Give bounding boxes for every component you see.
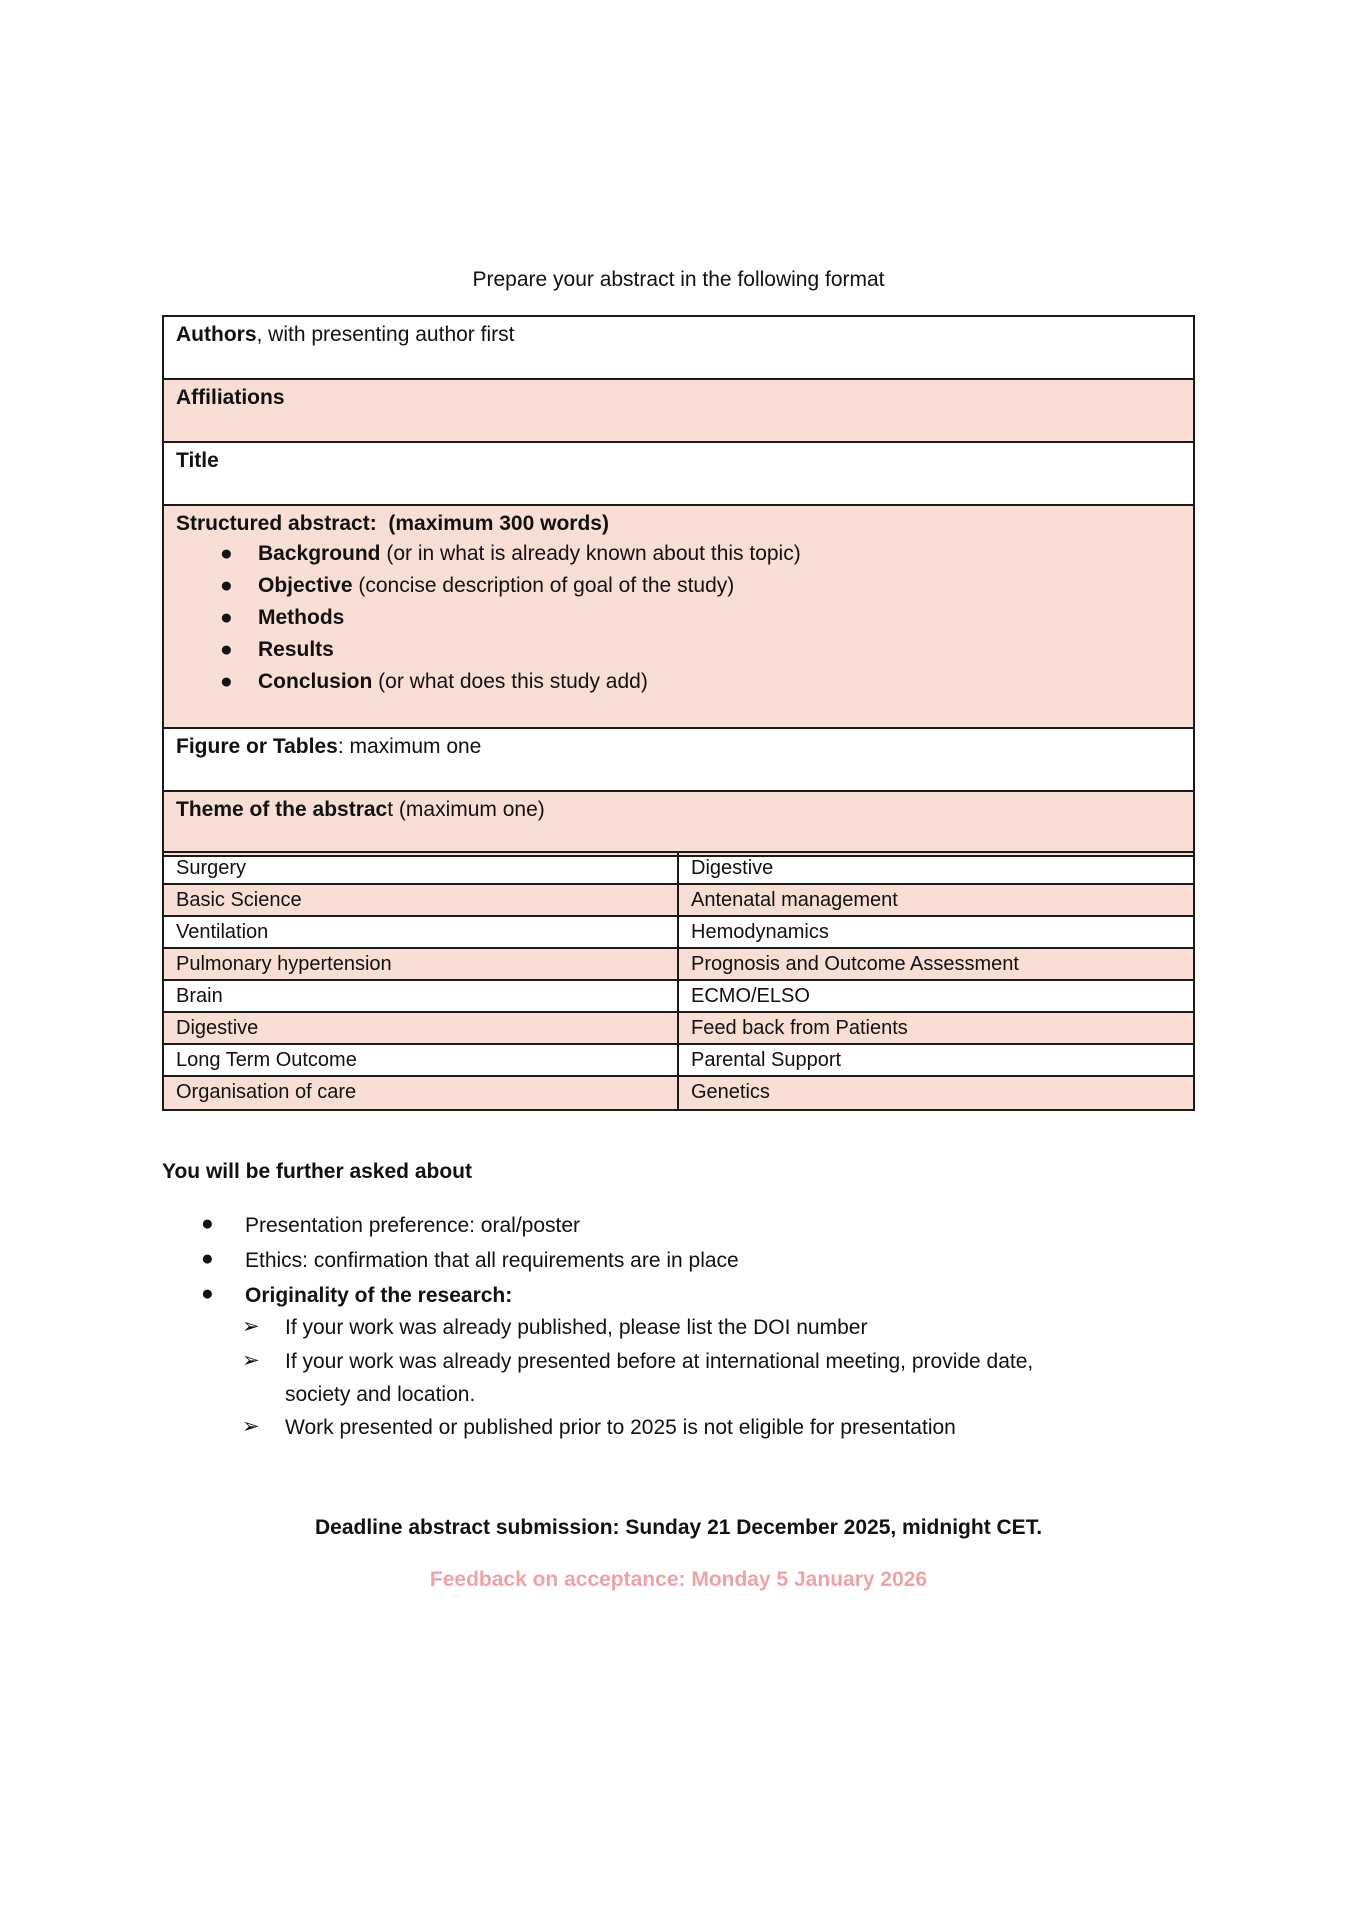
title-label: Title — [176, 449, 219, 472]
theme-cell: Prognosis and Outcome Assessment — [691, 953, 1019, 975]
page-title: Prepare your abstract in the following format — [472, 268, 885, 291]
bullet-icon: ● — [220, 638, 233, 661]
bullet-icon: ● — [201, 1247, 214, 1270]
theme-row — [164, 917, 1193, 949]
sub-item: If your work was already presented before at international meeting, provide date, — [285, 1350, 1034, 1373]
item-note: (or in what is already known about this topic) — [380, 542, 801, 565]
item-label: Conclusion — [258, 670, 373, 693]
theme-row — [164, 853, 1193, 885]
theme-cell: Digestive — [691, 857, 774, 879]
structured-label: Structured abstract: (maximum 300 words) — [176, 512, 609, 535]
sub-item: Work presented or published prior to 2025 is not eligible for presentation — [285, 1416, 956, 1439]
bullet-icon: ● — [220, 574, 233, 597]
theme-row — [164, 885, 1193, 917]
bullet-icon: ● — [201, 1282, 214, 1305]
theme-cell: Long Term Outcome — [164, 1045, 679, 1075]
item-label: Methods — [258, 606, 345, 629]
feedback-notice: Feedback on acceptance: Monday 5 January 2026 — [429, 1568, 928, 1591]
theme-note: t (maximum one) — [387, 798, 545, 821]
figures-label: Figure or Tables — [176, 735, 338, 758]
bullet-icon: ● — [220, 542, 233, 565]
further-bullet: Originality of the research: — [245, 1284, 513, 1307]
theme-label: Theme of the abstrac — [176, 798, 388, 821]
further-bullet: Presentation preference: oral/poster — [245, 1214, 581, 1237]
theme-cell: Genetics — [691, 1081, 770, 1103]
item-note: (concise description of goal of the study) — [352, 574, 735, 597]
theme-cell: Hemodynamics — [691, 921, 829, 943]
row-title — [164, 443, 1193, 506]
further-bullet: Ethics: confirmation that all requirements are in place — [245, 1249, 739, 1272]
theme-row — [164, 1045, 1193, 1077]
affiliations-label: Affiliations — [176, 386, 285, 409]
theme-cell: Ventilation — [164, 917, 679, 947]
structured-list — [176, 538, 1181, 698]
theme-cell: Organisation of care — [164, 1077, 679, 1109]
authors-label: Authors — [176, 323, 257, 346]
theme-row — [164, 949, 1193, 981]
row-affiliations — [164, 380, 1193, 443]
item-note: (or what does this study add) — [372, 670, 648, 693]
theme-cell: Digestive — [164, 1013, 679, 1043]
figures-note: : maximum one — [337, 735, 482, 758]
item-label: Results — [258, 638, 334, 661]
theme-cell: Antenatal management — [691, 889, 898, 911]
structured-item — [176, 634, 1181, 666]
theme-cell: Surgery — [164, 853, 679, 883]
bullet-icon: ● — [201, 1212, 214, 1235]
structured-item — [176, 666, 1181, 698]
sub-item: If your work was already published, please list the DOI number — [285, 1316, 868, 1339]
arrow-bullet-icon: ➢ — [242, 1315, 260, 1338]
theme-cell: Basic Science — [164, 885, 679, 915]
theme-row — [164, 981, 1193, 1013]
row-theme — [164, 792, 1193, 855]
structured-item — [176, 538, 1181, 570]
theme-row — [164, 1013, 1193, 1045]
deadline-notice: Deadline abstract submission: Sunday 21 December 2025, midnight CET. — [314, 1516, 1043, 1539]
row-authors — [164, 317, 1193, 380]
theme-row — [164, 1077, 1193, 1109]
theme-cell: Feed back from Patients — [691, 1017, 908, 1039]
theme-grid — [162, 851, 1195, 1111]
authors-note: , with presenting author first — [256, 323, 515, 346]
theme-cell: ECMO/ELSO — [691, 985, 810, 1007]
arrow-bullet-icon: ➢ — [242, 1349, 260, 1372]
theme-cell: Parental Support — [691, 1049, 842, 1071]
further-heading: You will be further asked about — [162, 1160, 472, 1183]
row-figures — [164, 729, 1193, 792]
sub-item-continuation: society and location. — [285, 1383, 476, 1406]
structured-item — [176, 570, 1181, 602]
abstract-format-table — [162, 315, 1195, 857]
theme-cell: Pulmonary hypertension — [164, 949, 679, 979]
theme-cell: Brain — [164, 981, 679, 1011]
arrow-bullet-icon: ➢ — [242, 1415, 260, 1438]
bullet-icon: ● — [220, 670, 233, 693]
structured-item — [176, 602, 1181, 634]
bullet-icon: ● — [220, 606, 233, 629]
item-label: Background — [258, 542, 381, 565]
row-structured-abstract — [164, 506, 1193, 729]
item-label: Objective — [258, 574, 353, 597]
